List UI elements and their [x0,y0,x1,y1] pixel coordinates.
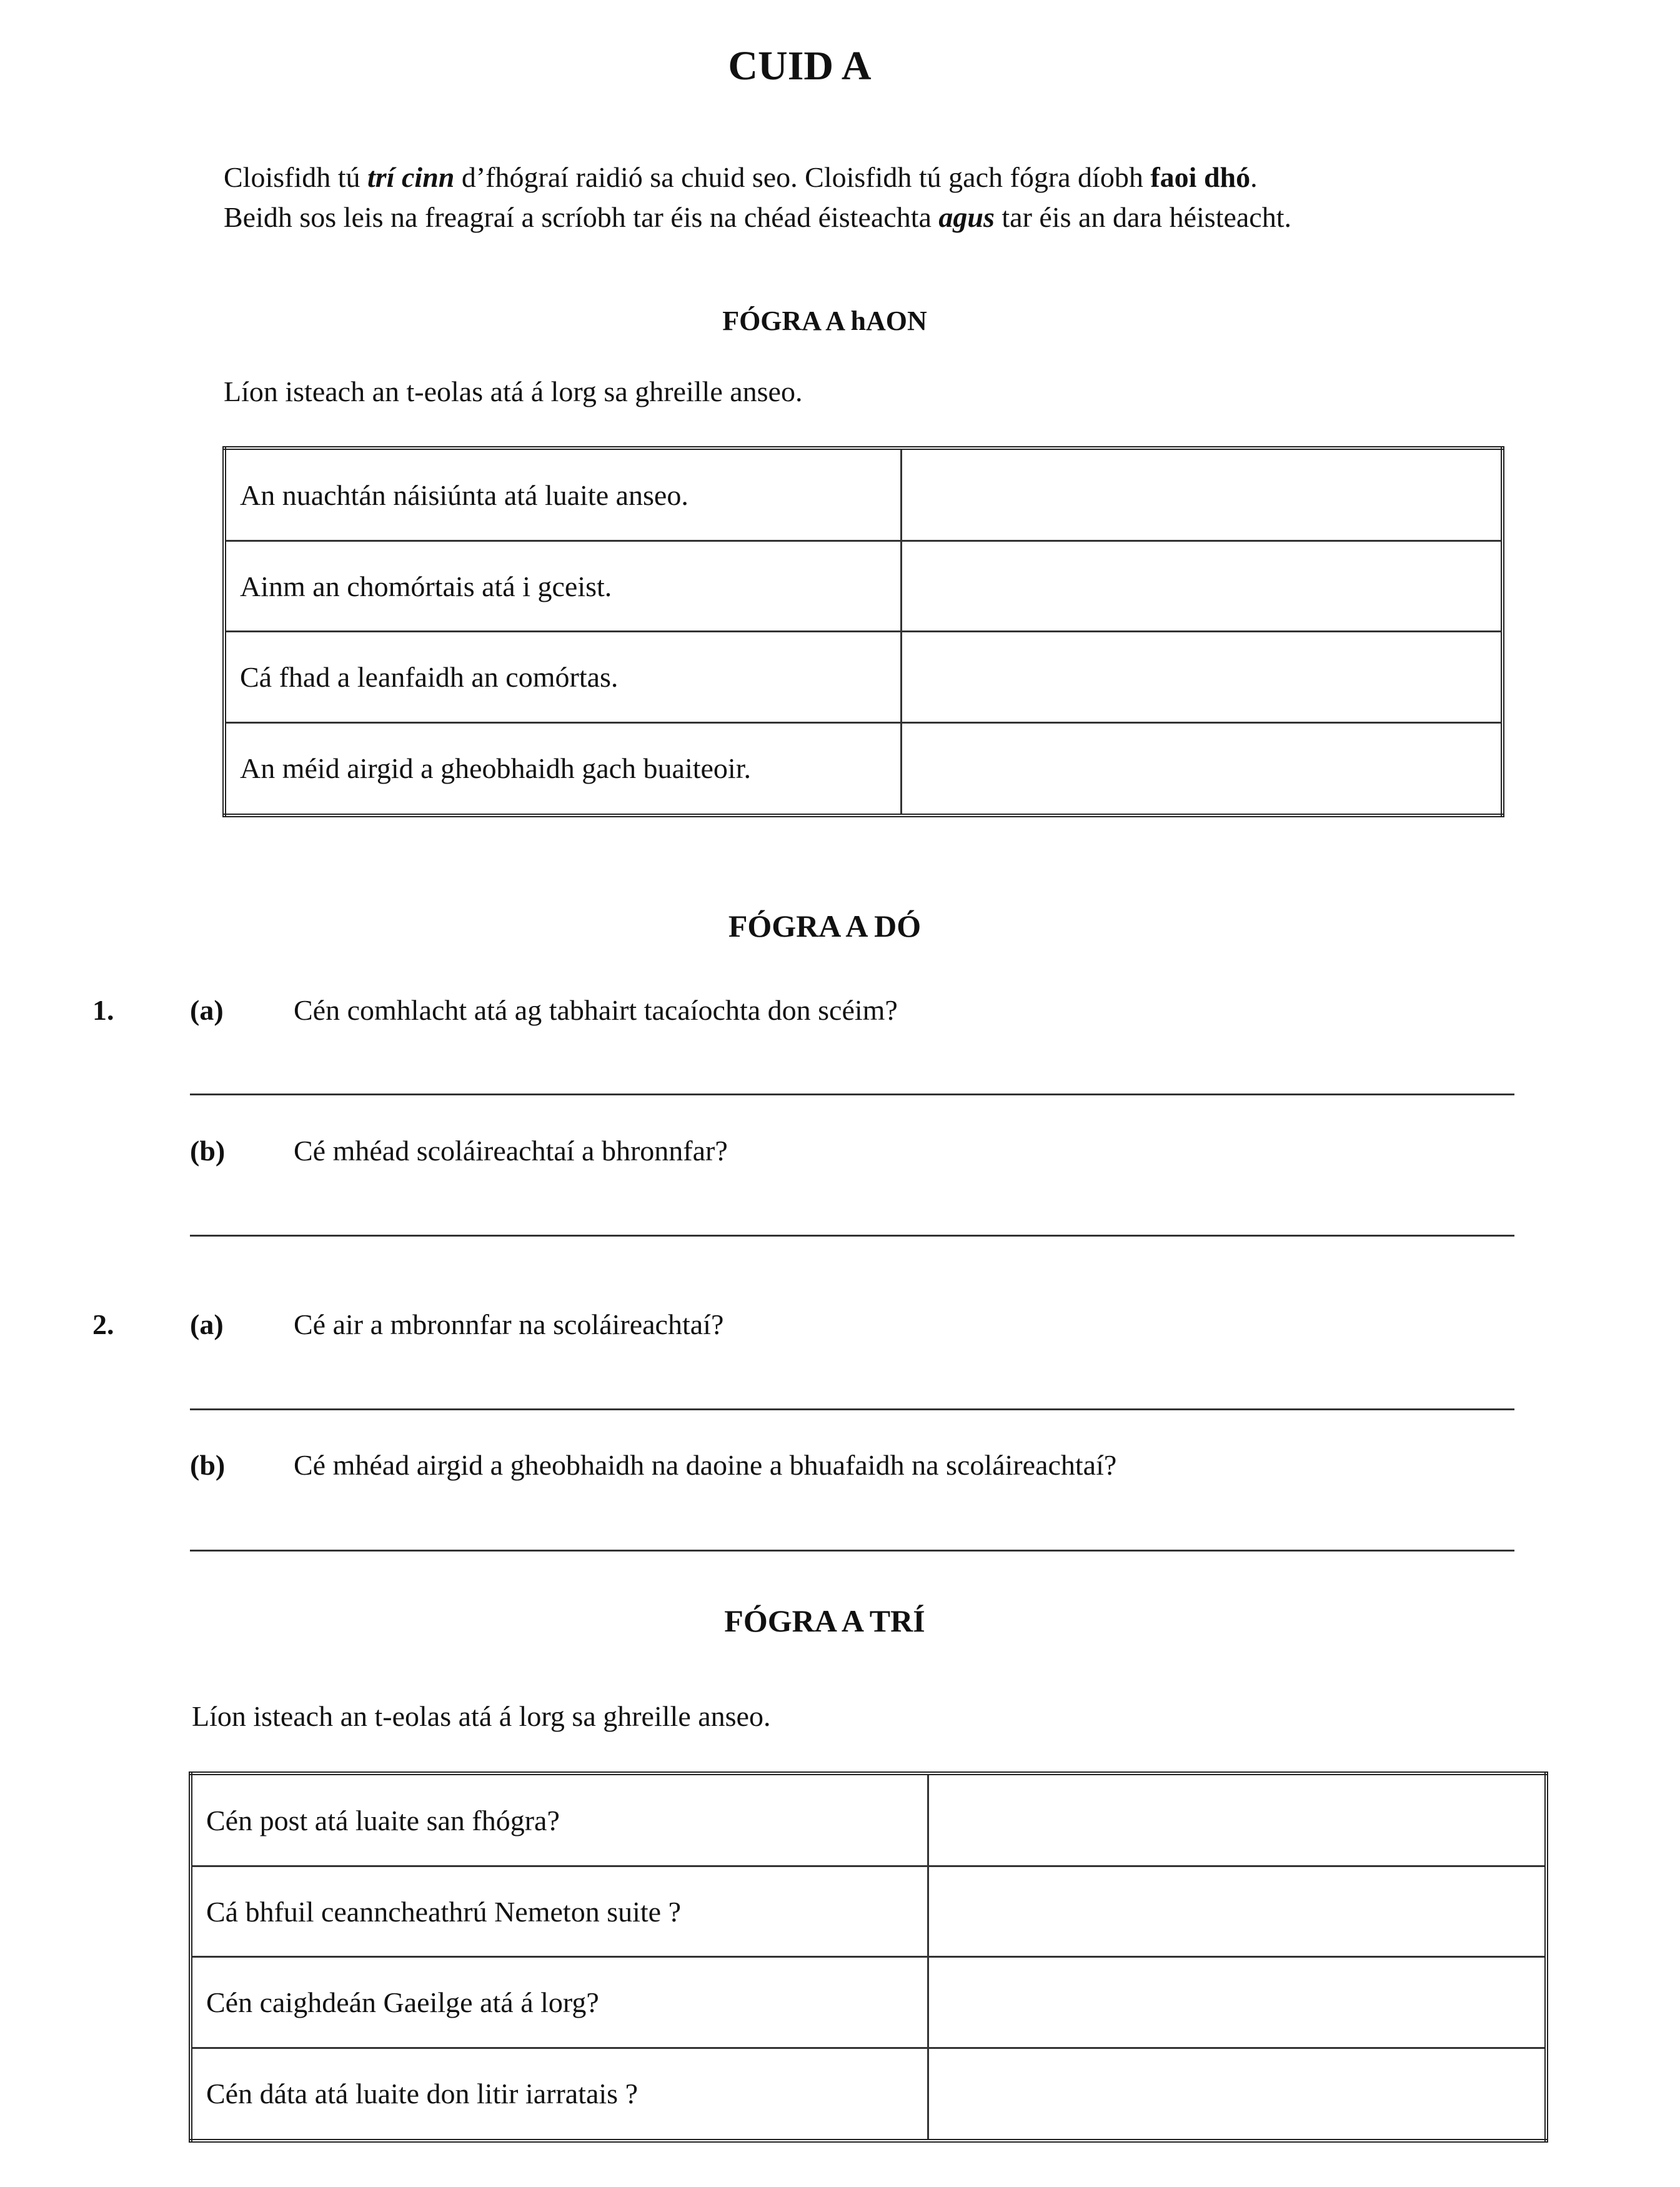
answer-cell[interactable] [901,722,1503,815]
question-2a-text: Cé air a mbronnfar na scoláireachtaí? [294,1308,724,1340]
grid-prompt: Cá bhfuil ceanncheathrú Nemeton suite ? [191,1866,928,1957]
section-3-grid [189,1771,1548,2143]
intro-line-2-pre: Beidh sos leis na freagraí a scríobh tar éis na chéad éisteachta [224,201,939,233]
grid-prompt: An nuachtán náisiúnta atá luaite anseo. [224,448,901,541]
question-2b-text: Cé mhéad airgid a gheobhaidh na daoine a bhuafaidh na scoláireachtaí? [294,1449,1117,1481]
table-row [191,1957,1546,2048]
intro-line-1-mid: d’fhógraí raidió sa chuid seo. Cloisfidh tú gach fógra díobh [454,161,1151,193]
grid-prompt: An méid airgid a gheobhaidh gach buaiteoir. [224,722,901,815]
intro-paragraph [224,157,1473,237]
answer-line-2a[interactable] [190,1408,1514,1410]
section-1-heading: FÓGRA A hAON [722,306,927,336]
section-1-instruction: Líon isteach an t-eolas atá á lorg sa ghreille anseo. [224,376,803,407]
intro-emphasis-agus: agus [938,201,995,233]
grid-prompt: Ainm an chomórtais atá i gceist. [224,541,901,632]
section-2-heading: FÓGRA A DÓ [728,909,922,944]
question-1a-label: (a) [190,994,224,1026]
question-1b-text: Cé mhéad scoláireachtaí a bhronnfar? [294,1135,728,1167]
intro-emphasis-tri-cinn: trí cinn [367,161,455,193]
answer-cell[interactable] [901,632,1503,722]
grid-prompt: Cén dáta atá luaite don litir iarratais ? [191,2048,928,2141]
answer-line-1b[interactable] [190,1235,1514,1237]
table-row [224,722,1503,815]
answer-line-1a[interactable] [190,1094,1514,1095]
answer-cell[interactable] [928,1773,1546,1866]
section-1-grid [222,446,1504,817]
question-2a-label: (a) [190,1308,224,1340]
question-1a-text: Cén comhlacht atá ag tabhairt tacaíochta don scéim? [294,994,898,1026]
answer-cell[interactable] [901,541,1503,632]
table-row [224,632,1503,722]
page-title: CUID A [728,43,872,89]
answer-cell[interactable] [928,1866,1546,1957]
intro-line-2-post: tar éis an dara héisteacht. [994,201,1291,233]
question-2-number: 2. [92,1308,114,1340]
grid-prompt: Cén caighdeán Gaeilge atá á lorg? [191,1957,928,2048]
answer-cell[interactable] [928,1957,1546,2048]
table-row [224,541,1503,632]
table-row [191,1773,1546,1866]
grid-prompt: Cén post atá luaite san fhógra? [191,1773,928,1866]
intro-line-1-pre: Cloisfidh tú [224,161,368,193]
question-1b-label: (b) [190,1135,226,1167]
intro-line-1-post: . [1250,161,1258,193]
section-3-instruction: Líon isteach an t-eolas atá á lorg sa ghreille anseo. [192,1700,771,1732]
section-3-heading: FÓGRA A TRÍ [724,1603,925,1638]
question-2b-label: (b) [190,1449,226,1481]
table-row [224,448,1503,541]
question-1-number: 1. [92,994,114,1026]
table-row [191,2048,1546,2141]
intro-line-1 [224,157,1473,197]
table-row [191,1866,1546,1957]
intro-bold-faoi-dho: faoi dhó [1150,161,1251,193]
grid-prompt: Cá fhad a leanfaidh an comórtas. [224,632,901,722]
intro-line-2 [224,197,1473,237]
answer-line-2b[interactable] [190,1550,1514,1552]
answer-cell[interactable] [928,2048,1546,2141]
answer-cell[interactable] [901,448,1503,541]
